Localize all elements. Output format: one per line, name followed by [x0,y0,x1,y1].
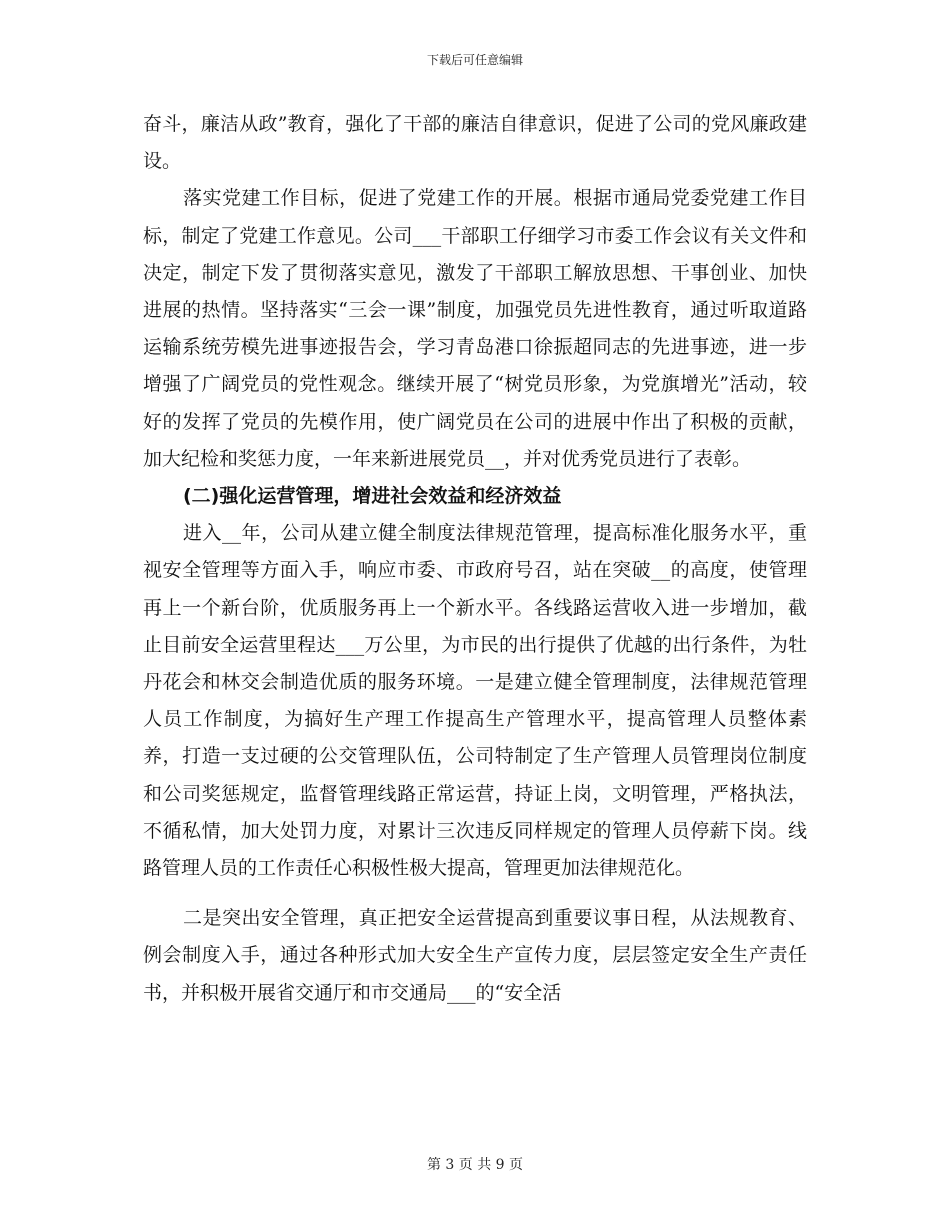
document-body [143,106,807,1012]
paragraph-operations-management: 进入__年，公司从建立健全制度法律规范管理，提高标准化服务水平，重视安全管理等方面入手，响应市委、市政府号召，站在突破__的高度，使管理再上一个新台阶，优质服务再上一个新水平。各线路运营收入进一步增加，截止目前安全运营里程达___万公里，为市民的出行提供了优越的出行条件，为牡丹花会和林交会制造优质的服务环境。一是建立健全管理制度，法律规范管理人员工作制度，为搞好生产理工作提高生产管理水平，提高管理人员整体素养，打造一支过硬的公交管理队伍，公司特制定了生产管理人员管理岗位制度和公司奖惩规定，监督管理线路正常运营，持证上岗，文明管理，严格执法，不循私情，加大处罚力度，对累计三次违反同样规定的管理人员停薪下岗。线路管理人员的工作责任心积极性极大提高，管理更加法律规范化。 [143,522,807,880]
page-header-note: 下载后可任意编辑 [426,53,523,67]
section-heading: (二)强化运营管理，增进社会效益和经济效益 [183,485,562,508]
paragraph-safety-management: 二是突出安全管理，真正把安全运营提高到重要议事日程，从法规教育、例会制度入手，通过各种形式加大安全生产宣传力度，层层签定安全生产责任书，并积极开展省交通厅和市交通局___的“安全活 [143,907,807,1004]
paragraph-party-building: 落实党建工作目标，促进了党建工作的开展。根据市通局党委党建工作目标，制定了党建工作意见。公司___干部职工仔细学习市委工作会议有关文件和决定，制定下发了贯彻落实意见，激发了干部职工解放思想、干事创业、加快进展的热情。坚持落实“三会一课”制度，加强党员先进性教育，通过听取道路运输系统劳模先进事迹报告会，学习青岛港口徐振超同志的先进事迹，进一步增强了广阔党员的党性观念。继续开展了“树党员形象，为党旗增光”活动，较好的发挥了党员的先模作用，使广阔党员在公司的进展中作出了积极的贡献，加大纪检和奖惩力度，一年来新进展党员__，并对优秀党员进行了表彰。 [143,187,807,470]
paragraph-continuation: 奋斗，廉洁从政”教育，强化了干部的廉洁自律意识，促进了公司的党风廉政建设。 [143,113,807,173]
page-number-indicator: 第 3 页 共 9 页 [426,1157,524,1173]
